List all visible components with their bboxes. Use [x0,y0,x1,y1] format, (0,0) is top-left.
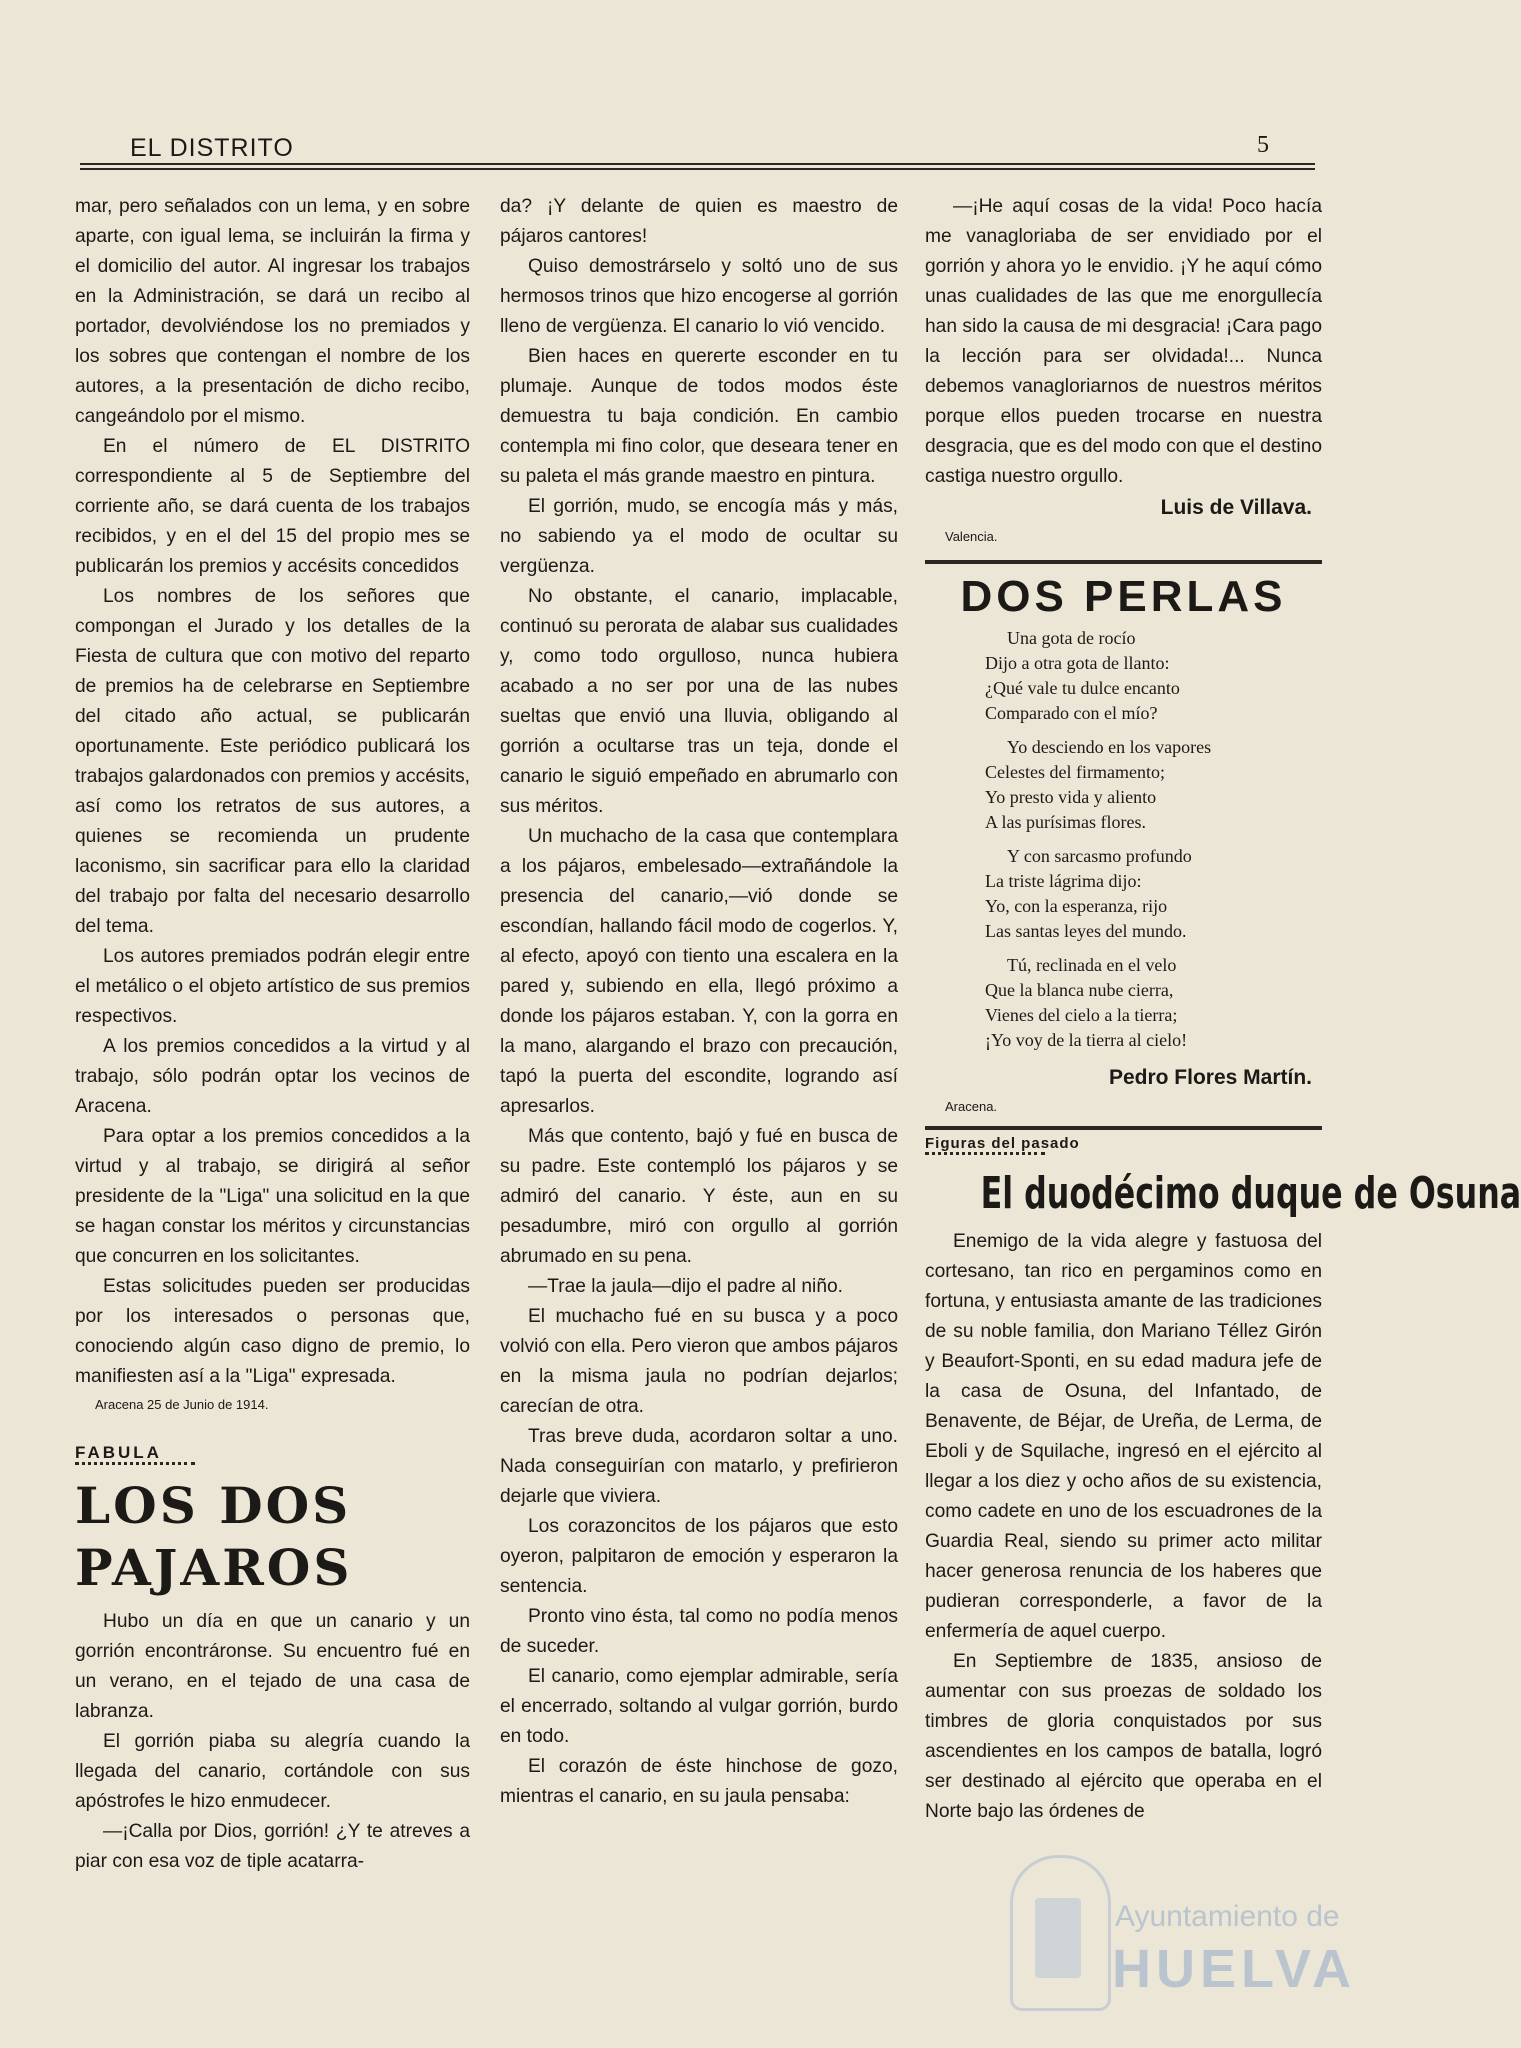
paragraph: El corazón de éste hinchose de gozo, mientras el canario, en su jaula pensaba: [500,1756,898,1807]
paragraph: Un muchacho de la casa que contemplara a los pájaros, embelesado—extrañándole la presencia del canario,—vió donde se escondían, hallando fácil modo de cogerlos. Y, al efecto, apoyó con tiento una escalera en la pared y, subiendo en ella, llegó próximo a donde los pájaros estaban. Y, con la gorra en la mano, alargando el brazo con precaución, tapó la puerta del escondite, logrando así apresarlos. [500,826,898,1117]
newspaper-title: EL DISTRITO [130,134,294,162]
poem-line: Yo presto vida y aliento [985,787,1157,807]
paragraph: Estas solicitudes pueden ser producidas por los interesados o personas que, conociendo algún caso digno de premio, lo manifiesten así a la "Liga" expresada. [75,1276,470,1387]
osuna-title: El duodécimo duque de Osuna [980,1168,1521,1219]
poem-line: Una gota de rocío [1007,628,1136,648]
paragraph: El gorrión piaba su alegría cuando la llegada del canario, cortándole con sus apóstrofes le hizo enmudecer. [75,1731,470,1812]
dotted-rule [75,1462,195,1469]
paragraph: En el número de EL DISTRITO correspondiente al 5 de Septiembre del corriente año, se dará cuenta de los trabajos recibidos, y en el del 15 del propio mes se publicarán los premios y accésits concedidos [75,436,470,577]
figuras-section [925,1126,1521,1827]
watermark-line-1: Ayuntamiento de [1115,1900,1340,1933]
paragraph: Los corazoncitos de los pájaros que esto oyeron, palpitaron de emoción y esperaron la sentencia. [500,1516,898,1597]
paragraph: Los autores premiados podrán elegir entre el metálico o el objeto artístico de sus premios respectivos. [75,946,470,1027]
paragraph: Hubo un día en que un canario y un gorrión encontráronse. Su encuentro fué en un verano, en el tejado de una casa de labranza. [75,1611,470,1722]
paragraph: da? ¡Y delante de quien es maestro de pájaros cantores! [500,196,898,247]
poem-stanza [985,735,1322,835]
paragraph: mar, pero señalados con un lema, y en sobre aparte, con igual lema, se incluirán la firma y el domicilio del autor. Al ingresar los trabajos en la Administración, se dará un recibo al portador, devolviéndose los no premiados y los sobres que contengan el nombre de los autores, a la presentación de dicho recibo, cangeándolo por el mismo. [75,196,470,427]
paragraph: Tras breve duda, acordaron soltar a uno. Nada conseguirían con matarlo, y prefirieron dejarle que viviera. [500,1426,898,1507]
dos-perlas-section [925,560,1322,1118]
paragraph: No obstante, el canario, implacable, continuó su perorata de alabar sus cualidades y, como todo orgulloso, nunca hubiera acabado a no ser por una de las nubes sueltas que envió una lluvia, obligando al gorrión a ocultarse tras un teja, donde el canario le siguió empeñado en abrumarlo con sus méritos. [500,586,898,817]
place-date: Aracena 25 de Junio de 1914. [95,1397,269,1412]
poem-stanza [985,953,1322,1053]
paragraph: Pronto vino ésta, tal como no podía menos de suceder. [500,1606,898,1657]
paragraph: Bien haces en quererte esconder en tu plumaje. Aunque de todos modos éste demuestra tu baja condición. En cambio contempla mi fino color, que deseara tener en su paleta el más grande maestro en pintura. [500,346,898,487]
poem-line: Tú, reclinada en el velo [1007,955,1177,975]
poem-stanza [985,626,1322,726]
paragraph: A los premios concedidos a la virtud y al trabajo, sólo podrán optar los vecinos de Aracena. [75,1036,470,1117]
header-rule-2 [80,168,1315,170]
watermark-line-2: HUELVA [1112,1939,1356,1999]
paragraph: Para optar a los premios concedidos a la virtud y al trabajo, se dirigirá al señor presidente de la "Liga" una solicitud en la que se hagan constar los méritos y circunstancias que concurren en los solicitantes. [75,1126,470,1267]
column-3 [925,192,1521,1827]
header-rule [80,163,1315,165]
column-1 [75,192,470,1877]
poem-line: Que la blanca nube cierra, [985,980,1174,1000]
paragraph: —¡Calla por Dios, gorrión! ¿Y te atreves a piar con esa voz de tiple acatarra- [75,1821,470,1872]
paragraph: —¡He aquí cosas de la vida! Poco hacía me vanagloriaba de ser envidiado por el gorrión y ahora yo le envidio. ¡Y he aquí cómo unas cualidades de las que me enorgullecía han sido la causa de mi desgracia! ¡Cara pago la lección para ser olvidada!... Nunca debemos vanagloriarnos de nuestros méritos porque ellos pueden trocarse en nuestra desgracia, que es del modo con que el destino castiga nuestro orgullo. [925,196,1322,487]
watermark-shield-icon [1010,1855,1111,2011]
poem-stanza [985,844,1322,944]
paragraph: Los nombres de los señores que compongan el Jurado y los detalles de la Fiesta de cultura que con motivo del reparto de premios ha de celebrarse en Septiembre del citado año actual, se publicarán oportunamente. Este periódico publicará los trabajos galardonados con premios y accésits, así como los retratos de sus autores, a quienes se recomienda un prudente laconismo, sin sacrificar para ello la claridad del trabajo por falta del necesario desarrollo del tema. [75,586,470,937]
poem-line: Vienes del cielo a la tierra; [985,1005,1178,1025]
column-2 [500,192,898,1812]
poem-line: Comparado con el mío? [985,703,1158,723]
signature-villava: Luis de Villava. [1160,496,1312,519]
paragraph: El canario, como ejemplar admirable, sería el encerrado, soltando al vulgar gorrión, burdo en todo. [500,1666,898,1747]
poem-line: Y con sarcasmo profundo [1007,846,1192,866]
signature-flores: Pedro Flores Martín. [1108,1066,1312,1089]
poem-line: ¡Yo voy de la tierra al cielo! [985,1030,1188,1050]
figuras-tag: Figuras del pasado [925,1135,1080,1152]
dotted-rule [925,1152,1045,1159]
place-aracena: Aracena. [945,1099,998,1114]
paragraph: El gorrión, mudo, se encogía más y más, no sabiendo ya el modo de ocultar su vergüenza. [500,496,898,577]
poem-line: A las purísimas flores. [985,812,1146,832]
poem-line: Las santas leyes del mundo. [985,921,1187,941]
poem-line: Yo desciendo en los vapores [1007,737,1212,757]
paragraph: El muchacho fué en su busca y a poco volvió con ella. Pero vieron que ambos pájaros en la misma jaula no podrían dejarlos; carecían de otra. [500,1306,898,1417]
dos-perlas-title: DOS PERLAS [960,572,1287,621]
fabula-title: LOS DOS PAJAROS [75,1476,353,1597]
paragraph: Más que contento, bajó y fué en busca de su padre. Este contempló los pájaros y se admiró del canario. Y éste, aun en su pesadumbre, miró con orgullo al gorrión abrumado en su pena. [500,1126,898,1267]
poem-line: La triste lágrima dijo: [985,871,1142,891]
paragraph: —Trae la jaula—dijo el padre al niño. [528,1276,843,1297]
paragraph: En Septiembre de 1835, ansioso de aumentar con sus proezas de soldado los timbres de gloria conquistados por sus ascendientes en los campos de batalla, logró ser destinado al ejército que operaba en el Norte bajo las órdenes de [925,1651,1322,1822]
poem-line: ¿Qué vale tu dulce encanto [985,678,1180,698]
poem [925,626,1322,1053]
poem-line: Celestes del firmamento; [985,762,1165,782]
poem-line: Yo, con la esperanza, rijo [985,896,1168,916]
fabula-tag: FABULA [75,1443,162,1462]
paragraph: Quiso demostrárselo y soltó uno de sus hermosos trinos que hizo encogerse al gorrión lleno de vergüenza. El canario lo vió vencido. [500,256,898,337]
place-valencia: Valencia. [945,529,998,544]
poem-line: Dijo a otra gota de llanto: [985,653,1170,673]
page-number: 5 [1257,132,1269,158]
paragraph: Enemigo de la vida alegre y fastuosa del cortesano, tan rico en pergaminos como en fortuna, y entusiasta amante de las tradiciones de su noble familia, don Mariano Téllez Girón y Beaufort-Sponti, en su edad madura jefe de la casa de Osuna, del Infantado, de Benavente, de Béjar, de Ureña, de Lerma, de Eboli y de Squilache, ingresó en el ejército al llegar a los diez y ocho años de su existencia, como cadete en uno de los escuadrones de la Guardia Real, siendo su primer acto militar hacer generosa renuncia de los haberes que pudieran corresponderle, a favor de la enfermería de aquel cuerpo. [925,1231,1322,1642]
